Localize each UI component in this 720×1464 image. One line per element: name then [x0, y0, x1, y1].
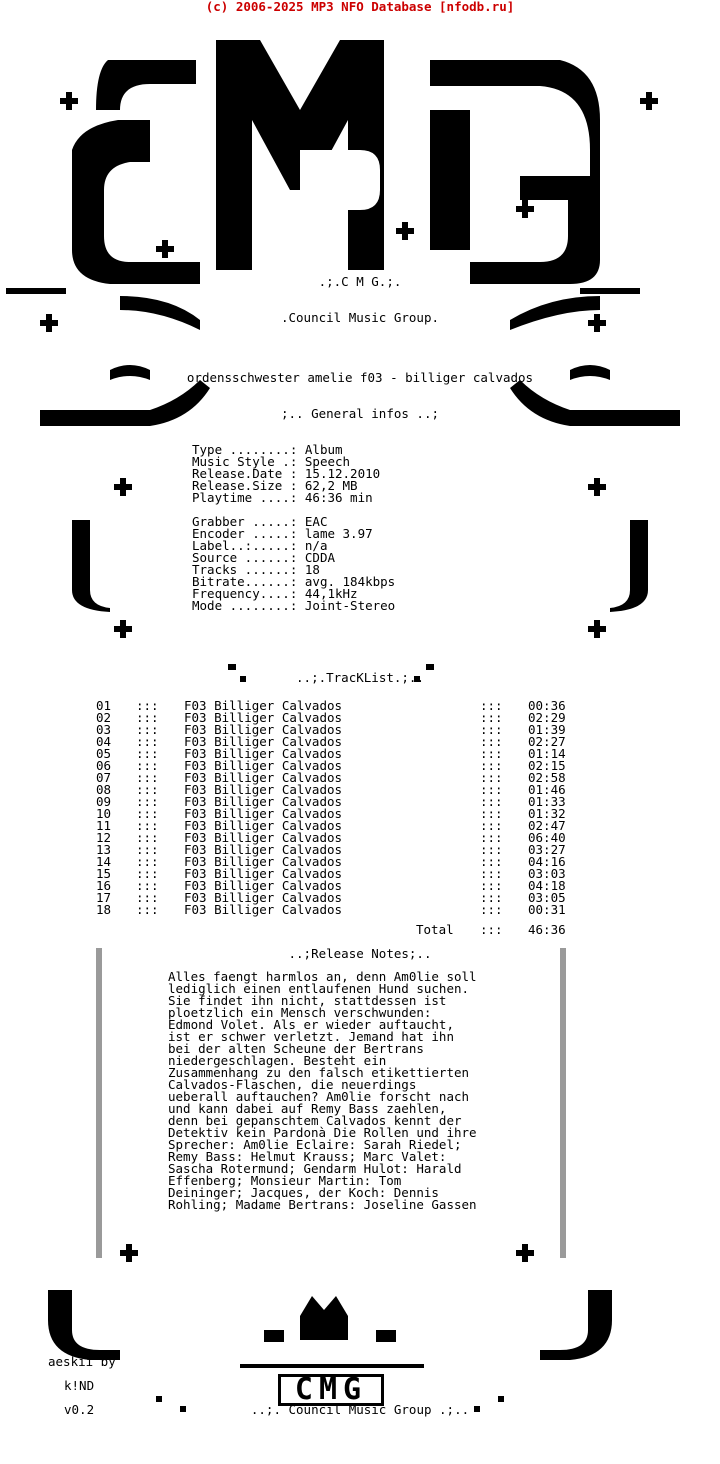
info-row: Type ........: Album: [192, 442, 343, 457]
track-number: 02: [96, 710, 112, 725]
track-number: 18: [96, 902, 112, 917]
track-time: 04:16: [528, 854, 566, 869]
notes-line: niedergeschlagen. Besteht ein: [168, 1053, 387, 1068]
track-sep: :::: [480, 842, 503, 857]
track-title: F03 Billiger Calvados: [184, 854, 343, 869]
track-sep: :::: [480, 758, 503, 773]
notes-line: Deininger; Jacques, der Koch: Dennis: [168, 1185, 439, 1200]
track-number: 07: [96, 770, 112, 785]
track-time: 02:27: [528, 734, 566, 749]
track-time: 03:27: [528, 842, 566, 857]
track-title: F03 Billiger Calvados: [184, 722, 343, 737]
notes-line: bei der alten Scheune der Bertrans: [168, 1041, 424, 1056]
track-sep: :::: [480, 734, 503, 749]
track-time: 01:33: [528, 794, 566, 809]
track-sep: :::: [136, 890, 159, 905]
track-time: 02:29: [528, 710, 566, 725]
notes-line: lediglich einen entlaufenen Hund suchen.: [168, 981, 470, 996]
track-number: 09: [96, 794, 112, 809]
info-row: Music Style .: Speech: [192, 454, 351, 469]
release-notes-body: [168, 971, 528, 1211]
track-number: 04: [96, 734, 112, 749]
track-sep: :::: [136, 842, 159, 857]
track-time: 01:39: [528, 722, 566, 737]
notes-line: Alles faengt harmlos an, denn Am0lie soll: [168, 969, 477, 984]
info-row: Release.Size : 62,2 MB: [192, 478, 358, 493]
track-time: 00:31: [528, 902, 566, 917]
notes-line: Edmond Volet. Als er wieder auftaucht,: [168, 1017, 454, 1032]
track-title: F03 Billiger Calvados: [184, 806, 343, 821]
track-title: F03 Billiger Calvados: [184, 770, 343, 785]
track-time: 02:47: [528, 818, 566, 833]
track-number: 16: [96, 878, 112, 893]
track-sep: :::: [480, 806, 503, 821]
track-number: 06: [96, 758, 112, 773]
track-time: 03:05: [528, 890, 566, 905]
track-sep: :::: [136, 770, 159, 785]
track-sep: :::: [136, 854, 159, 869]
track-time: 00:36: [528, 698, 566, 713]
track-sep: :::: [480, 770, 503, 785]
general-infos-header: ;.. General infos ..;: [280, 406, 440, 421]
track-number: 14: [96, 854, 112, 869]
track-sep: :::: [136, 830, 159, 845]
notes-line: Rohling; Madame Bertrans: Joseline Gassen: [168, 1197, 477, 1212]
track-sep: :::: [480, 866, 503, 881]
notes-line: Sie findet ihn nicht, stattdessen ist: [168, 993, 447, 1008]
track-sep: :::: [136, 746, 159, 761]
track-sep: :::: [136, 794, 159, 809]
track-sep: :::: [136, 878, 159, 893]
track-sep: :::: [136, 902, 159, 917]
notes-line: denn bei gepanschtem Calvados kennt der: [168, 1113, 462, 1128]
track-sep: :::: [136, 818, 159, 833]
track-sep: :::: [136, 710, 159, 725]
credit-version: v0.2: [64, 1402, 95, 1417]
track-sep: :::: [136, 734, 159, 749]
footer-group-name: ..;. Council Music Group .;..: [250, 1402, 470, 1417]
notes-line: ueberall auftauchen? Am0lie forscht nach: [168, 1089, 470, 1104]
track-time: 02:58: [528, 770, 566, 785]
track-title: F03 Billiger Calvados: [184, 782, 343, 797]
track-title: F03 Billiger Calvados: [184, 902, 343, 917]
track-number: 15: [96, 866, 112, 881]
track-sep: :::: [136, 806, 159, 821]
track-title: F03 Billiger Calvados: [184, 842, 343, 857]
track-time: 03:03: [528, 866, 566, 881]
track-title: F03 Billiger Calvados: [184, 830, 343, 845]
track-sep: :::: [136, 722, 159, 737]
site-banner[interactable]: (c) 2006-2025 MP3 NFO Database [nfodb.ru]: [205, 0, 515, 14]
info-row: Release.Date : 15.12.2010: [192, 466, 381, 481]
total-time: 46:36: [528, 922, 566, 937]
notes-line: Sprecher: Am0lie Eclaire: Sarah Riedel;: [168, 1137, 462, 1152]
track-title: F03 Billiger Calvados: [184, 866, 343, 881]
notes-line: Detektiv kein Pardonà Die Rollen und ihre: [168, 1125, 477, 1140]
notes-line: Effenberg; Monsieur Martin: Tom: [168, 1173, 402, 1188]
track-title: F03 Billiger Calvados: [184, 818, 343, 833]
track-sep: :::: [136, 782, 159, 797]
info-row: Grabber .....: EAC: [192, 514, 328, 529]
release-notes-header: ..;Release Notes;..: [288, 946, 432, 961]
notes-line: Sascha Rotermund; Gendarm Hulot: Harald: [168, 1161, 462, 1176]
track-sep: :::: [480, 698, 503, 713]
track-sep: :::: [480, 722, 503, 737]
track-time: 02:15: [528, 758, 566, 773]
track-number: 10: [96, 806, 112, 821]
credit-aeskii: aeskii by: [48, 1354, 116, 1369]
notes-line: Zusammenhang zu den falsch etikettierten: [168, 1065, 470, 1080]
total-label: Total: [416, 922, 454, 937]
group-name: .Council Music Group.: [280, 310, 440, 325]
notes-line: ploetzlich ein Mensch verschwunden:: [168, 1005, 432, 1020]
track-time: 01:14: [528, 746, 566, 761]
track-sep: :::: [480, 818, 503, 833]
track-number: 11: [96, 818, 112, 833]
track-sep: :::: [480, 794, 503, 809]
track-title: F03 Billiger Calvados: [184, 746, 343, 761]
track-number: 08: [96, 782, 112, 797]
credit-author: k!ND: [64, 1378, 95, 1393]
track-sep: :::: [480, 710, 503, 725]
notes-line: und kann dabei auf Remy Bass zaehlen,: [168, 1101, 447, 1116]
info-row: Frequency....: 44,1kHz: [192, 586, 358, 601]
info-row: Mode ........: Joint-Stereo: [192, 598, 396, 613]
track-title: F03 Billiger Calvados: [184, 734, 343, 749]
track-sep: :::: [480, 890, 503, 905]
track-sep: :::: [480, 746, 503, 761]
release-title: ordensschwester amelie f03 - billiger calvados: [186, 370, 534, 385]
track-time: 06:40: [528, 830, 566, 845]
track-title: F03 Billiger Calvados: [184, 758, 343, 773]
cmg-logo-text: CMG: [294, 1372, 368, 1407]
track-number: 12: [96, 830, 112, 845]
track-title: F03 Billiger Calvados: [184, 878, 343, 893]
track-sep: :::: [480, 878, 503, 893]
info-row: Label..:.....: n/a: [192, 538, 328, 553]
info-row: Bitrate......: avg. 184kbps: [192, 574, 396, 589]
track-time: 01:32: [528, 806, 566, 821]
total-sep: :::: [480, 922, 503, 937]
track-number: 01: [96, 698, 112, 713]
info-row: Source ......: CDDA: [192, 550, 335, 565]
notes-line: ist er schwer verletzt. Jemand hat ihn: [168, 1029, 454, 1044]
track-number: 13: [96, 842, 112, 857]
track-time: 04:18: [528, 878, 566, 893]
track-number: 05: [96, 746, 112, 761]
track-number: 03: [96, 722, 112, 737]
track-sep: :::: [136, 866, 159, 881]
track-sep: :::: [480, 830, 503, 845]
track-time: 01:46: [528, 782, 566, 797]
track-number: 17: [96, 890, 112, 905]
track-title: F03 Billiger Calvados: [184, 794, 343, 809]
info-row: Encoder .....: lame 3.97: [192, 526, 373, 541]
notes-line: Calvados-Flaschen, die neuerdings: [168, 1077, 417, 1092]
track-sep: :::: [480, 902, 503, 917]
notes-line: Remy Bass: Helmut Krauss; Marc Valet:: [168, 1149, 447, 1164]
tracklist-header: ..;.TracKList.;..: [296, 670, 424, 685]
track-title: F03 Billiger Calvados: [184, 698, 343, 713]
info-row: Tracks ......: 18: [192, 562, 320, 577]
track-sep: :::: [136, 698, 159, 713]
group-tag: .;.C M G.;.: [318, 274, 402, 289]
track-sep: :::: [136, 758, 159, 773]
track-title: F03 Billiger Calvados: [184, 890, 343, 905]
track-sep: :::: [480, 854, 503, 869]
track-sep: :::: [480, 782, 503, 797]
track-title: F03 Billiger Calvados: [184, 710, 343, 725]
info-row: Playtime ....: 46:36 min: [192, 490, 373, 505]
